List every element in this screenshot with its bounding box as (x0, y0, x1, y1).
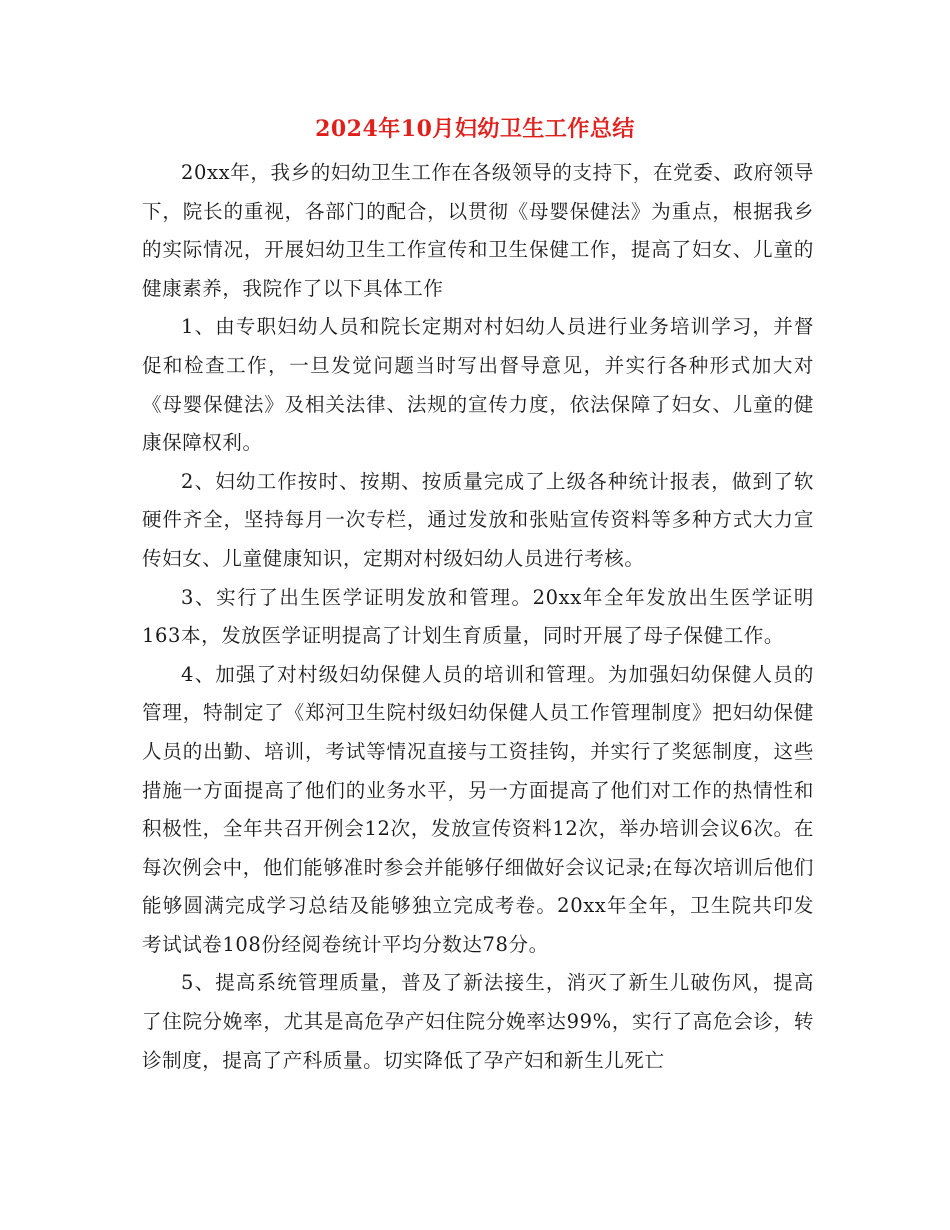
document-body (142, 154, 814, 1080)
paragraph-item-4: 4、加强了对村级妇幼保健人员的培训和管理。为加强妇幼保健人员的管理，特制定了《郑河卫生院村级妇幼保健人员工作管理制度》把妇幼保健人员的出勤、培训，考试等情况直接与工资挂钩，并实行了奖惩制度，这些措施一方面提高了他们的业务水平，另一方面提高了他们对工作的热情性和积极性，全年共召开例会12次，发放宣传资料12次，举办培训会议6次。在每次例会中，他们能够准时参会并能够仔细做好会议记录;在每次培训后他们能够圆满完成学习总结及能够独立完成考卷。20xx年全年，卫生院共印发考试试卷108份经阅卷统计平均分数达78分。 (142, 662, 814, 956)
paragraph-item-5: 5、提高系统管理质量，普及了新法接生，消灭了新生儿破伤风，提高了住院分娩率，尤其是高危孕产妇住院分娩率达99%，实行了高危会诊，转诊制度，提高了产科质量。切实降低了孕产妇和新生儿死亡 (142, 971, 814, 1072)
document-title: 2024年10月妇幼卫生工作总结 (315, 116, 635, 142)
paragraph-item-1: 1、由专职妇幼人员和院长定期对村妇幼人员进行业务培训学习，并督促和检查工作，一旦发觉问题当时写出督导意见，并实行各种形式加大对《母婴保健法》及相关法律、法规的宣传力度，依法保障了妇女、儿童的健康保障权利。 (142, 315, 814, 455)
paragraph-intro: 20xx年，我乡的妇幼卫生工作在各级领导的支持下，在党委、政府领导下，院长的重视，各部门的配合，以贯彻《母婴保健法》为重点，根据我乡的实际情况，开展妇幼卫生工作宣传和卫生保健工作，提高了妇女、儿童的健康素养，我院作了以下具体工作 (142, 161, 814, 300)
paragraph-item-3: 3、实行了出生医学证明发放和管理。20xx年全年发放出生医学证明163本，发放医学证明提高了计划生育质量，同时开展了母子保健工作。 (142, 585, 814, 648)
paragraph-item-2: 2、妇幼工作按时、按期、按质量完成了上级各种统计报表，做到了软硬件齐全，坚持每月一次专栏，通过发放和张贴宣传资料等多种方式大力宣传妇女、儿童健康知识，定期对村级妇幼人员进行考核。 (142, 469, 814, 570)
